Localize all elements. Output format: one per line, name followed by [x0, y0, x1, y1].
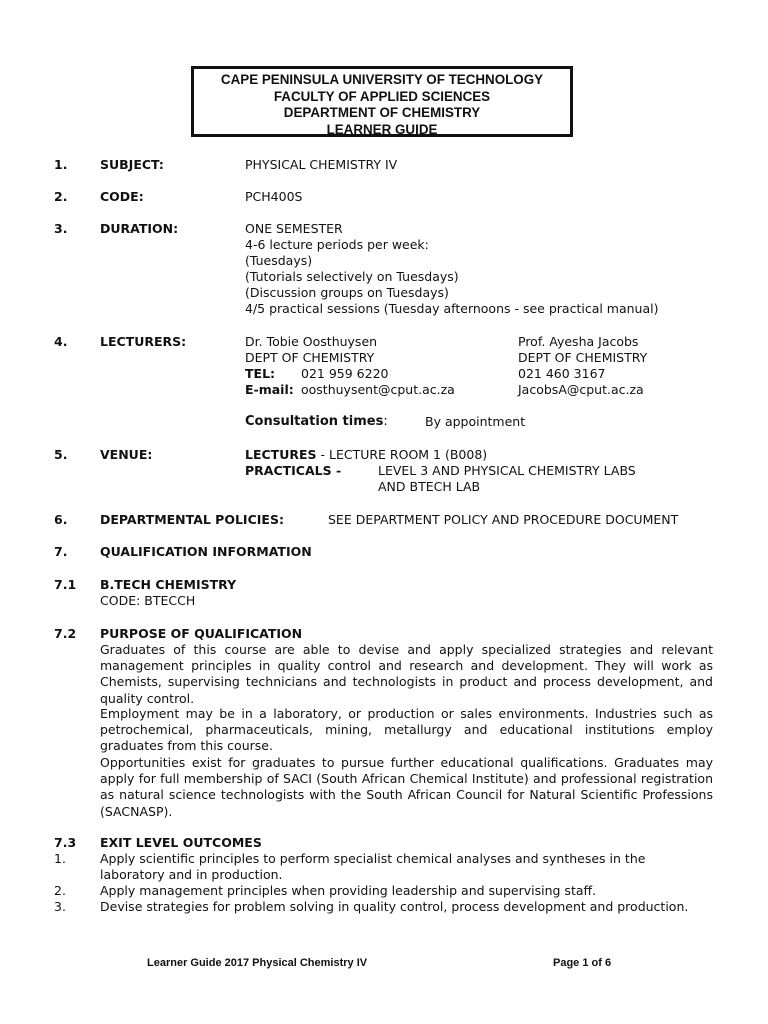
footer-page-number: Page 1 of 6 [553, 957, 612, 969]
lecturer-2-name: Prof. Ayesha Jacobs [518, 334, 639, 349]
practicals-value-1: LEVEL 3 AND PHYSICAL CHEMISTRY LABS [378, 463, 636, 478]
paragraph-line: as natural science technologists with the South African Council for Natural Scientific Professions [100, 787, 713, 803]
section-7-number: 7. [54, 544, 68, 559]
btech-code: CODE: BTECCH [100, 593, 196, 608]
consultation-colon: : [383, 414, 388, 429]
duration-line: (Tuesdays) [245, 253, 313, 268]
purpose-paragraph-3 [100, 755, 713, 820]
paragraph-line: management principles in quality control and research and development. They will work as [100, 658, 713, 674]
consultation-label: Consultation times [245, 414, 384, 429]
practicals-label: PRACTICALS - [245, 463, 342, 478]
outcome-text: Devise strategies for problem solving in quality control, process development and production. [100, 899, 689, 914]
outcome-number: 3. [54, 899, 66, 914]
section-7-3-number: 7.3 [54, 835, 77, 850]
qualification-heading: QUALIFICATION INFORMATION [100, 544, 312, 559]
paragraph-line: apply for full membership of SACI (South African Chemical Institute) and professional registration [100, 771, 713, 787]
lecturer-2-email: JacobsA@cput.ac.za [518, 382, 644, 397]
lecturer-1-tel-label: TEL: [245, 366, 276, 381]
paragraph-line: graduates from this course. [100, 738, 273, 754]
paragraph-line: Graduates of this course are able to devise and apply specialized strategies and relevant [100, 642, 713, 657]
duration-line: (Tutorials selectively on Tuesdays) [245, 269, 459, 284]
lecturer-1-tel: 021 959 6220 [301, 366, 389, 381]
paragraph-line: Employment may be in a laboratory, or production or sales environments. Industries such as [100, 706, 713, 721]
section-5-number: 5. [54, 447, 68, 462]
lecturer-1-name: Dr. Tobie Oosthuysen [245, 334, 378, 349]
duration-line: ONE SEMESTER [245, 221, 343, 236]
lectures-value: - LECTURE ROOM 1 (B008) [316, 447, 488, 462]
lecturer-1-email-label: E-mail: [245, 382, 294, 397]
subject-value: PHYSICAL CHEMISTRY IV [245, 157, 398, 172]
lecturer-2-dept: DEPT OF CHEMISTRY [518, 350, 648, 365]
section-2-number: 2. [54, 189, 68, 204]
purpose-paragraph-2 [100, 706, 713, 755]
purpose-heading: PURPOSE OF QUALIFICATION [100, 626, 303, 641]
lectures-venue [245, 447, 487, 462]
section-7-2-number: 7.2 [54, 626, 77, 641]
outcome-text: Apply scientific principles to perform specialist chemical analyses and syntheses in the [100, 851, 646, 866]
duration-line: (Discussion groups on Tuesdays) [245, 285, 449, 300]
paragraph-line: Opportunities exist for graduates to pursue further educational qualifications. Graduates may [100, 755, 713, 770]
lecturers-label: LECTURERS: [100, 334, 187, 349]
code-value: PCH400S [245, 189, 303, 204]
header-box [191, 66, 573, 137]
exit-outcomes-heading: EXIT LEVEL OUTCOMES [100, 835, 262, 850]
paragraph-line: (SACNASP). [100, 803, 173, 819]
section-4-number: 4. [54, 334, 68, 349]
btech-heading: B.TECH CHEMISTRY [100, 577, 237, 592]
paragraph-line: quality control. [100, 690, 195, 706]
venue-label: VENUE: [100, 447, 153, 462]
section-7-1-number: 7.1 [54, 577, 77, 592]
consultation-value: By appointment [425, 414, 526, 429]
lecturer-1-email: oosthuysent@cput.ac.za [301, 382, 455, 397]
subject-label: SUBJECT: [100, 157, 164, 172]
lectures-label: LECTURES [245, 447, 317, 462]
purpose-paragraph-1 [100, 642, 713, 707]
consultation-times [245, 414, 388, 429]
duration-line: 4/5 practical sessions (Tuesday afternoons - see practical manual) [245, 301, 659, 316]
practicals-value-2: AND BTECH LAB [378, 479, 481, 494]
outcome-number: 2. [54, 883, 66, 898]
code-label: CODE: [100, 189, 144, 204]
outcome-text: Apply management principles when providing leadership and supervising staff. [100, 883, 597, 898]
department-name: DEPARTMENT OF CHEMISTRY [283, 105, 481, 120]
paragraph-line: Chemists, supervising technicians and technologists in product and process development, and [100, 674, 713, 690]
outcome-text: laboratory and in production. [100, 867, 283, 882]
policies-label: DEPARTMENTAL POLICIES: [100, 512, 284, 527]
section-6-number: 6. [54, 512, 68, 527]
duration-line: 4-6 lecture periods per week: [245, 237, 429, 252]
footer-title: Learner Guide 2017 Physical Chemistry IV [147, 957, 368, 969]
duration-label: DURATION: [100, 221, 179, 236]
policies-value: SEE DEPARTMENT POLICY AND PROCEDURE DOCUMENT [328, 512, 679, 527]
outcome-number: 1. [54, 851, 66, 866]
university-name: CAPE PENINSULA UNIVERSITY OF TECHNOLOGY [220, 72, 544, 87]
document-type: LEARNER GUIDE [326, 121, 438, 137]
paragraph-line: petrochemical, pharmaceuticals, mining, metallurgy and educational institutions employ [100, 722, 713, 738]
section-3-number: 3. [54, 221, 68, 236]
section-1-number: 1. [54, 157, 68, 172]
faculty-name: FACULTY OF APPLIED SCIENCES [273, 88, 491, 104]
lecturer-2-tel: 021 460 3167 [518, 366, 606, 381]
lecturer-1-dept: DEPT OF CHEMISTRY [245, 350, 375, 365]
